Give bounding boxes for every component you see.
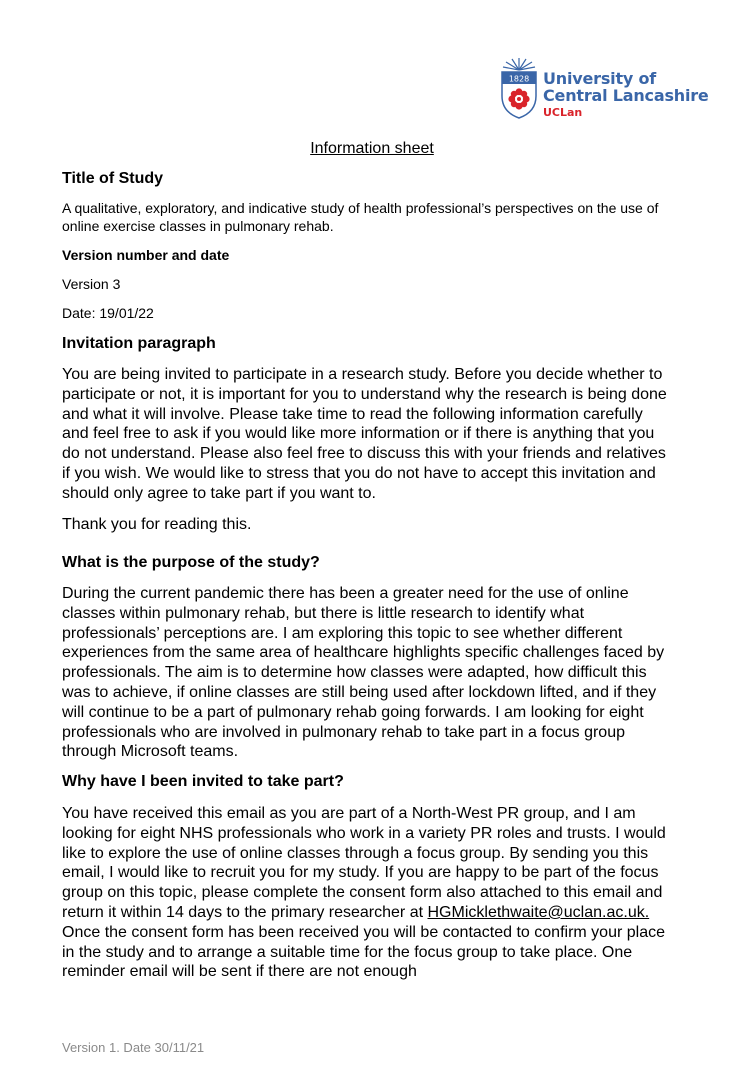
purpose-heading: What is the purpose of the study? [62, 554, 320, 571]
purpose-text: During the current pandemic there has been a greater need for the use of online classes within pulmonary rehab, but there is little research to identify what professionals’ perceptions are. I am exploring this topic to see whether different experiences from the same area of healthcare highlights specific challenges faced by professionals. The aim is to determine how classes were adapted, how difficult this was to achieve, if online classes are still being used after lockdown lifted, and if they will continue to be a part of pulmonary rehab going forwards. I am looking for eight professionals who are involved in pulmonary rehab to take part in a focus group through Microsoft teams. [62, 585, 665, 761]
researcher-email-link[interactable]: HGMicklethwaite@uclan.ac.uk. [427, 903, 650, 921]
crest-year: 1828 [508, 74, 530, 84]
uclan-logo [500, 56, 709, 122]
date-text: Date: 19/01/22 [62, 305, 154, 321]
uclan-crest-icon [500, 56, 538, 120]
version-heading: Version number and date [62, 247, 230, 263]
sheet-title: Information sheet [310, 140, 434, 157]
invited-text-part-1: You have received this email as you are part of a North-West PR group, and I am looking for eight NHS professionals who work in a variety PR roles and trusts. I would like to explore the use of online classes through a focus group. By sending you this email, I would like to recruit you for my study. If you are happy to be part of the focus group on this topic, please complete the consent form also attached to this email and return it within 14 days to the primary researcher at [62, 805, 666, 921]
logo-line-2: Central Lancashire [543, 86, 709, 105]
invited-text [62, 804, 672, 982]
invitation-text: You are being invited to participate in a research study. Before you decide whether to participate or not, it is important for you to understand why the research is being done and what it will involve. Please take time to read the following information carefully and feel free to ask if you would like more information or if there is anything that you do not understand. Please also feel free to discuss this with your friends and relatives if you wish. We would like to stress that you do not have to accept this invitation and should only agree to take part if you want to. [62, 366, 667, 502]
version-text: Version 3 [62, 276, 121, 292]
title-heading: Title of Study [62, 170, 164, 187]
invited-heading: Why have I been invited to take part? [62, 773, 344, 790]
title-text: A qualitative, exploratory, and indicative study of health professional’s perspectives on the use of online exercise classes in pulmonary rehab. [62, 200, 659, 234]
logo-short: UCLan [543, 106, 583, 119]
invited-text-part-2: Once the consent form has been received you will be contacted to confirm your place in the study and to arrange a suitable time for the focus group to take place. One reminder email will be sent if there are not enough [62, 923, 665, 981]
page-footer: Version 1. Date 30/11/21 [62, 1040, 205, 1055]
logo-line-1: University of [543, 69, 657, 88]
thanks-text: Thank you for reading this. [62, 516, 252, 533]
invitation-heading: Invitation paragraph [62, 335, 216, 352]
